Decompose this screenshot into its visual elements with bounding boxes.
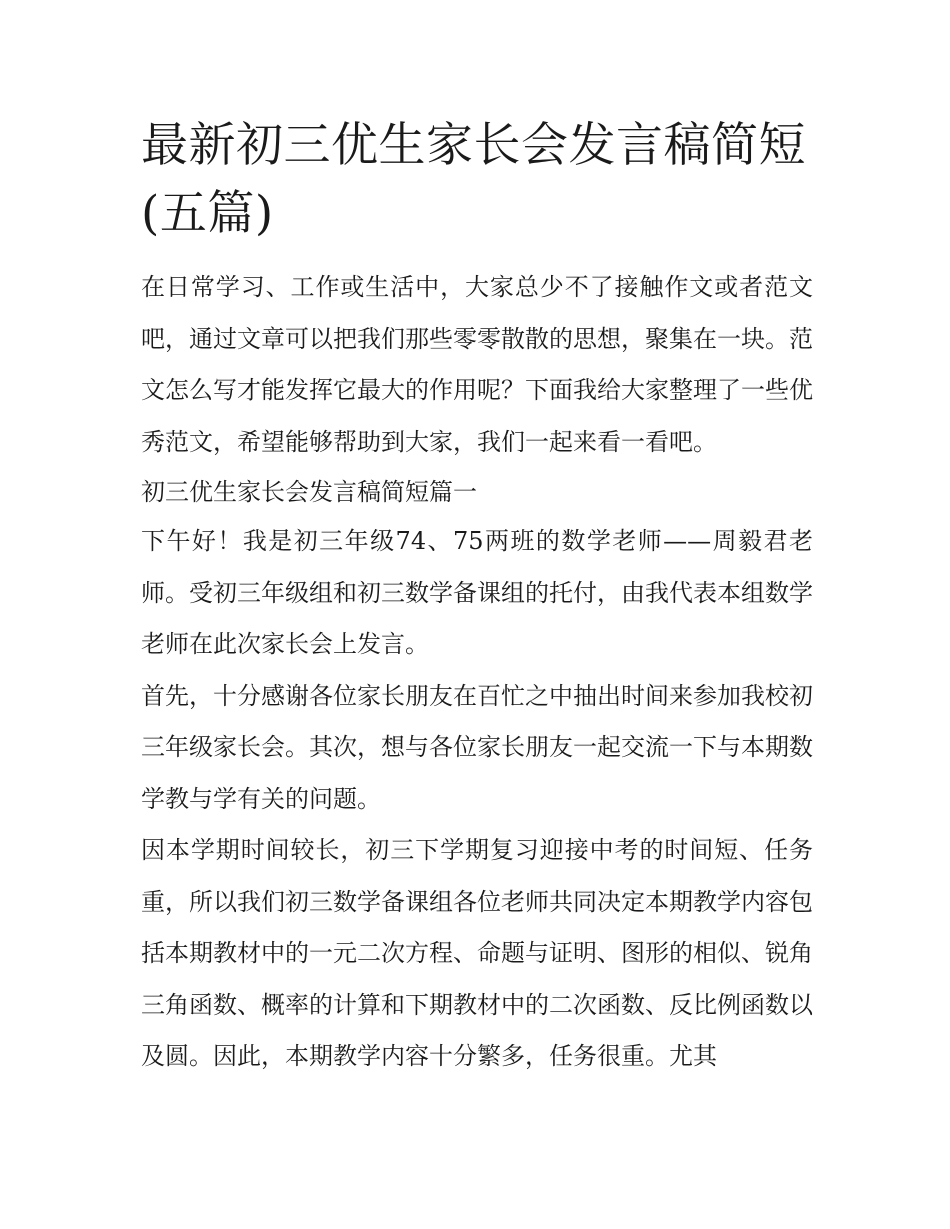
- body-paragraph-thanks: 首先，十分感谢各位家长朋友在百忙之中抽出时间来参加我校初三年级家长会。其次，想与各位家长朋友一起交流一下与本期数学教与学有关的问题。: [141, 681, 813, 813]
- section-heading: 初三优生家长会发言稿简短篇一: [141, 478, 477, 506]
- body-paragraph-content: 因本学期时间较长，初三下学期复习迎接中考的时间短、任务重，所以我们初三数学备课组各位老师共同决定本期教学内容包括本期教材中的一元二次方程、命题与证明、图形的相似、锐角三角函数、概率的计算和下期教材中的二次函数、反比例函数以及圆。因此，本期教学内容十分繁多，任务很重。尤其: [141, 836, 813, 1070]
- document-title: 最新初三优生家长会发言稿简短(五篇): [141, 118, 806, 241]
- intro-paragraph: 在日常学习、工作或生活中，大家总少不了接触作文或者范文吧，通过文章可以把我们那些零零散散的思想，聚集在一块。范文怎么写才能发挥它最大的作用呢？下面我给大家整理了一些优秀范文，希望能够帮助到大家，我们一起来看一看吧。: [141, 273, 813, 456]
- body-paragraph-greeting: 下午好！我是初三年级74、75两班的数学老师——周毅君老师。受初三年级组和初三数学备课组的托付，由我代表本组数学老师在此次家长会上发言。: [141, 527, 813, 658]
- document-page: [141, 112, 813, 1083]
